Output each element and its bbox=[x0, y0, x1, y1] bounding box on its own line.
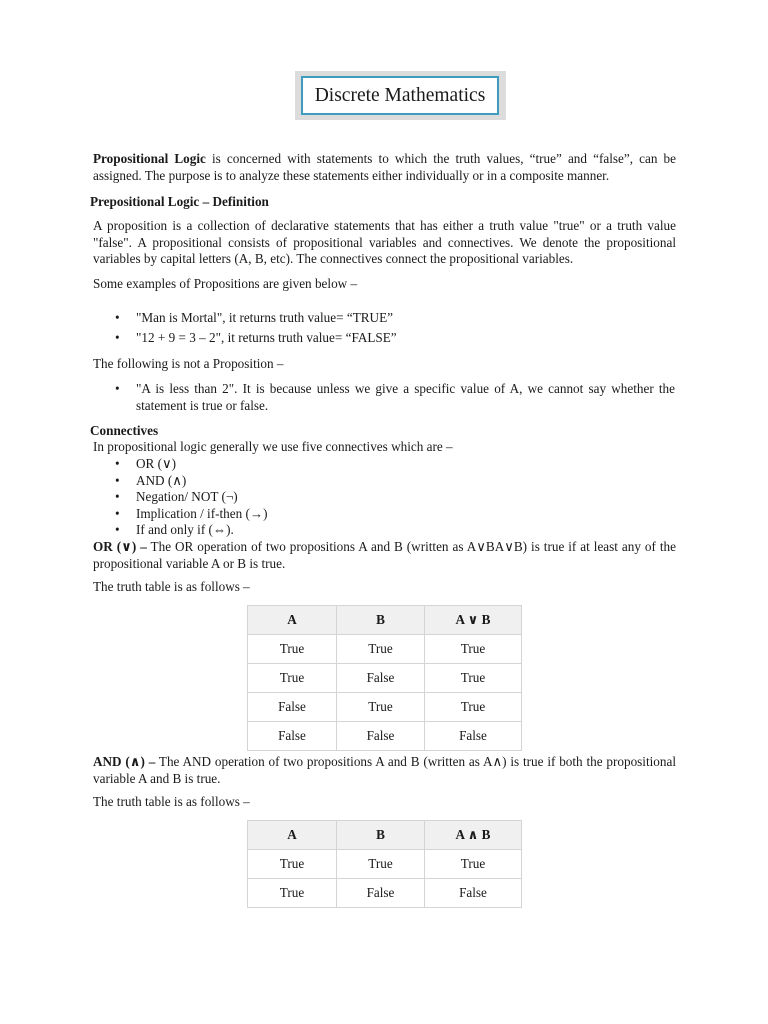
table-header-row bbox=[248, 606, 522, 635]
page-title: Discrete Mathematics bbox=[301, 76, 499, 115]
table-cell: True bbox=[248, 635, 337, 664]
column-header: B bbox=[337, 821, 425, 850]
and-table-intro: The truth table is as follows – bbox=[93, 794, 250, 809]
table-row bbox=[248, 850, 522, 879]
table-cell: False bbox=[337, 879, 425, 908]
list-item: • "12 + 9 = 3 – 2", it returns truth value= “FALSE” bbox=[115, 330, 675, 347]
table-cell: False bbox=[337, 722, 425, 751]
list-item: • Negation/ NOT (¬) bbox=[115, 489, 515, 506]
table-row bbox=[248, 635, 522, 664]
definition-paragraph: A proposition is a collection of declarative statements that has either a truth value "true" or a truth value "false". A propositional consists of propositional variables and connectives. We denote the propositional variables by capital letters (A, B, etc). The connectives connect the propositional variables. bbox=[93, 218, 676, 266]
connectives-heading: Connectives bbox=[90, 423, 159, 438]
table-row bbox=[248, 664, 522, 693]
table-cell: True bbox=[337, 693, 425, 722]
intro-text: is concerned with statements to which the truth values, “true” and “false”, can be assigned. The purpose is to analyze these statements either individually or in a composite manner. bbox=[93, 151, 676, 183]
table-cell: True bbox=[425, 693, 522, 722]
and-term: AND (∧) – bbox=[93, 754, 156, 769]
and-truth-table bbox=[247, 820, 522, 908]
list-item: • Implication / if-then (→) bbox=[115, 506, 515, 523]
table-cell: True bbox=[248, 850, 337, 879]
list-item: • OR (∨) bbox=[115, 456, 515, 473]
intro-term: Propositional Logic bbox=[93, 151, 206, 166]
table-cell: False bbox=[425, 879, 522, 908]
list-item: • "Man is Mortal", it returns truth value= “TRUE” bbox=[115, 310, 675, 327]
list-item: • AND (∧) bbox=[115, 473, 515, 490]
and-text: The AND operation of two propositions A and B (written as A∧) is true if both the propositional variable A and B is true. bbox=[93, 754, 676, 786]
column-header: A ∧ B bbox=[425, 821, 522, 850]
examples-list bbox=[115, 310, 675, 346]
or-truth-table bbox=[247, 605, 522, 751]
examples-intro: Some examples of Propositions are given below – bbox=[93, 276, 358, 291]
intro-paragraph bbox=[93, 151, 676, 184]
or-table-intro: The truth table is as follows – bbox=[93, 579, 250, 594]
table-cell: False bbox=[337, 664, 425, 693]
column-header: A bbox=[248, 821, 337, 850]
or-paragraph bbox=[93, 539, 676, 572]
or-text: The OR operation of two propositions A and B (written as A∨BA∨B) is true if at least any of the propositional variable A or B is true. bbox=[93, 539, 676, 571]
table-header-row bbox=[248, 821, 522, 850]
column-header: A bbox=[248, 606, 337, 635]
list-item: • If and only if (⇔). bbox=[115, 522, 515, 539]
definition-heading: Prepositional Logic – Definition bbox=[90, 194, 269, 209]
table-row bbox=[248, 693, 522, 722]
column-header: A ∨ B bbox=[425, 606, 522, 635]
or-term: OR (∨) – bbox=[93, 539, 147, 554]
table-cell: False bbox=[248, 722, 337, 751]
and-paragraph bbox=[93, 754, 676, 787]
not-proposition-intro: The following is not a Proposition – bbox=[93, 356, 284, 371]
column-header: B bbox=[337, 606, 425, 635]
table-row bbox=[248, 879, 522, 908]
table-cell: True bbox=[425, 850, 522, 879]
table-cell: True bbox=[337, 850, 425, 879]
table-cell: True bbox=[337, 635, 425, 664]
table-cell: False bbox=[248, 693, 337, 722]
table-cell: True bbox=[248, 879, 337, 908]
connectives-list bbox=[115, 456, 515, 539]
table-cell: True bbox=[425, 664, 522, 693]
list-item: • "A is less than 2". It is because unless we give a specific value of A, we cannot say whether the statement is true or false. bbox=[115, 381, 675, 414]
table-cell: True bbox=[425, 635, 522, 664]
not-proposition-list bbox=[115, 381, 675, 414]
table-row bbox=[248, 722, 522, 751]
table-cell: True bbox=[248, 664, 337, 693]
table-cell: False bbox=[425, 722, 522, 751]
connectives-intro: In propositional logic generally we use five connectives which are – bbox=[93, 439, 453, 454]
